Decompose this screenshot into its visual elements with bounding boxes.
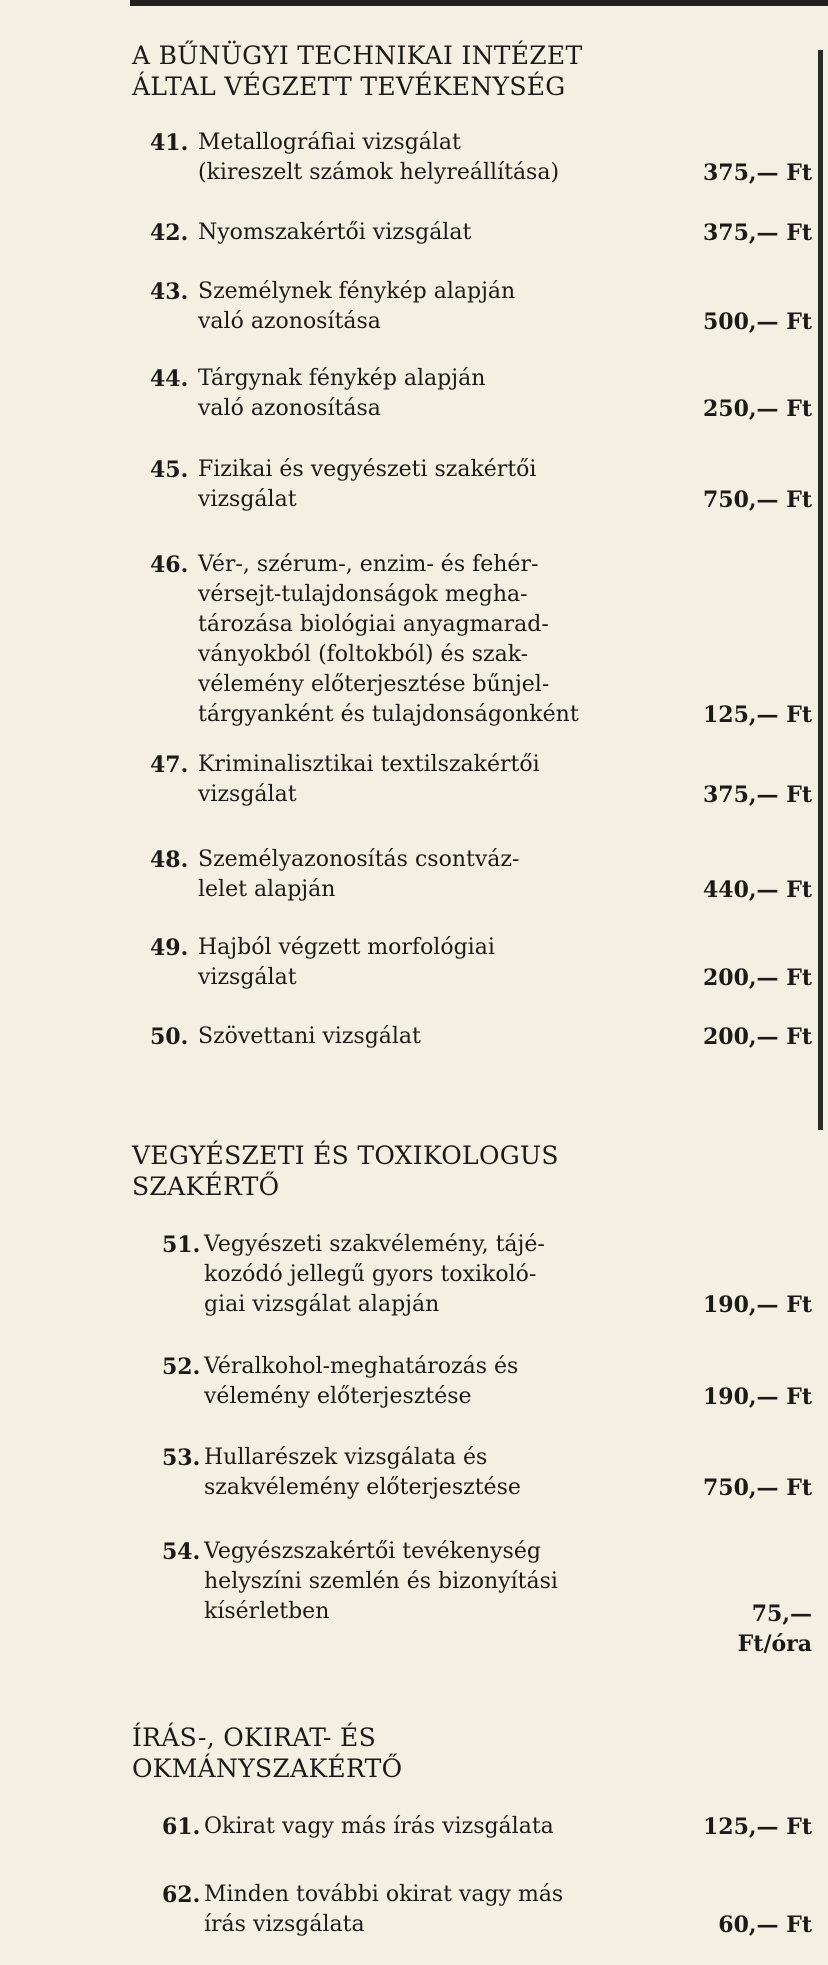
list-item <box>150 1443 822 1533</box>
item-price: 250,— Ft <box>702 396 812 422</box>
item-description: Vegyészeti szakvélemény, tájé- kozódó jellegű gyors toxikoló- giai vizsgálat alapján <box>204 1232 545 1317</box>
list-item <box>150 845 822 935</box>
item-price: 750,— Ft <box>702 1475 812 1501</box>
list-item <box>150 1352 822 1442</box>
item-number: 41. <box>150 130 189 156</box>
item-description: Vér-, szérum-, enzim- és fehér- vérsejt-tulajdonságok megha- tározása biológiai anyagmarad- ványokból (foltokból) és szak- vélemény előterjesztése bűnjel- tárgyanként és tulajdonságonként <box>198 552 579 727</box>
item-price: 75,— Ft/óra <box>737 1601 812 1657</box>
section-heading: ÍRÁS-, OKIRAT- ÉS OKMÁNYSZAKÉRTŐ <box>132 1723 403 1783</box>
item-number: 54. <box>162 1539 201 1565</box>
list-item <box>150 277 822 367</box>
item-number: 43. <box>150 279 189 305</box>
item-number: 47. <box>150 752 189 778</box>
section-heading: VEGYÉSZETI ÉS TOXIKOLOGUS SZAKÉRTŐ <box>132 1141 559 1201</box>
item-price: 125,— Ft <box>702 1814 812 1840</box>
item-description: Hullarészek vizsgálata és szakvélemény előterjesztése <box>204 1445 521 1500</box>
item-price: 375,— Ft <box>702 220 812 246</box>
item-price: 440,— Ft <box>702 877 812 903</box>
item-price: 190,— Ft <box>702 1384 812 1410</box>
list-item <box>150 1537 822 1657</box>
item-description: Személynek fénykép alapján való azonosítása <box>198 279 516 334</box>
item-number: 44. <box>150 366 189 392</box>
item-price: 750,— Ft <box>702 487 812 513</box>
item-price: 60,— Ft <box>718 1912 812 1938</box>
list-item <box>150 750 822 840</box>
section-heading: A BŰNÜGYI TECHNIKAI INTÉZET ÁLTAL VÉGZETT TEVÉKENYSÉG <box>132 41 583 101</box>
item-description: Nyomszakértői vizsgálat <box>198 220 472 245</box>
list-item <box>150 128 822 218</box>
item-number: 48. <box>150 847 189 873</box>
item-description: Metallográfiai vizsgálat (kireszelt számok helyreállítása) <box>198 130 560 185</box>
item-description: Személyazonosítás csontváz- lelet alapján <box>198 847 520 902</box>
item-description: Okirat vagy más írás vizsgálata <box>204 1814 554 1839</box>
item-description: Szövettani vizsgálat <box>198 1024 421 1049</box>
item-number: 42. <box>150 220 189 246</box>
list-item <box>150 1230 822 1330</box>
item-price: 200,— Ft <box>702 965 812 991</box>
list-item <box>150 455 822 545</box>
list-item <box>150 550 822 740</box>
item-description: Tárgynak fénykép alapján való azonosítása <box>198 366 486 421</box>
list-item <box>150 1880 822 1960</box>
item-number: 50. <box>150 1024 189 1050</box>
list-item <box>150 364 822 454</box>
item-number: 49. <box>150 935 189 961</box>
list-item <box>150 933 822 1023</box>
list-item <box>150 1022 822 1112</box>
item-number: 46. <box>150 552 189 578</box>
item-description: Kriminalisztikai textilszakértői vizsgálat <box>198 752 540 807</box>
item-description: Fizikai és vegyészeti szakértői vizsgálat <box>198 457 537 512</box>
item-number: 52. <box>162 1354 201 1380</box>
item-price: 200,— Ft <box>702 1024 812 1050</box>
item-number: 53. <box>162 1445 201 1471</box>
item-description: Hajból végzett morfológiai vizsgálat <box>198 935 495 990</box>
item-price: 375,— Ft <box>702 160 812 186</box>
item-number: 51. <box>162 1232 201 1258</box>
item-description: Vegyészszakértői tevékenység helyszíni szemlén és bizonyítási kísérletben <box>204 1539 558 1624</box>
item-description: Minden további okirat vagy más írás vizsgálata <box>204 1882 564 1937</box>
item-price: 190,— Ft <box>702 1292 812 1318</box>
item-price: 375,— Ft <box>702 782 812 808</box>
item-number: 62. <box>162 1882 201 1908</box>
item-price: 125,— Ft <box>702 702 812 728</box>
item-description: Véralkohol-meghatározás és vélemény előterjesztése <box>204 1354 519 1409</box>
item-price: 500,— Ft <box>702 309 812 335</box>
item-number: 45. <box>150 457 189 483</box>
item-number: 61. <box>162 1814 201 1840</box>
